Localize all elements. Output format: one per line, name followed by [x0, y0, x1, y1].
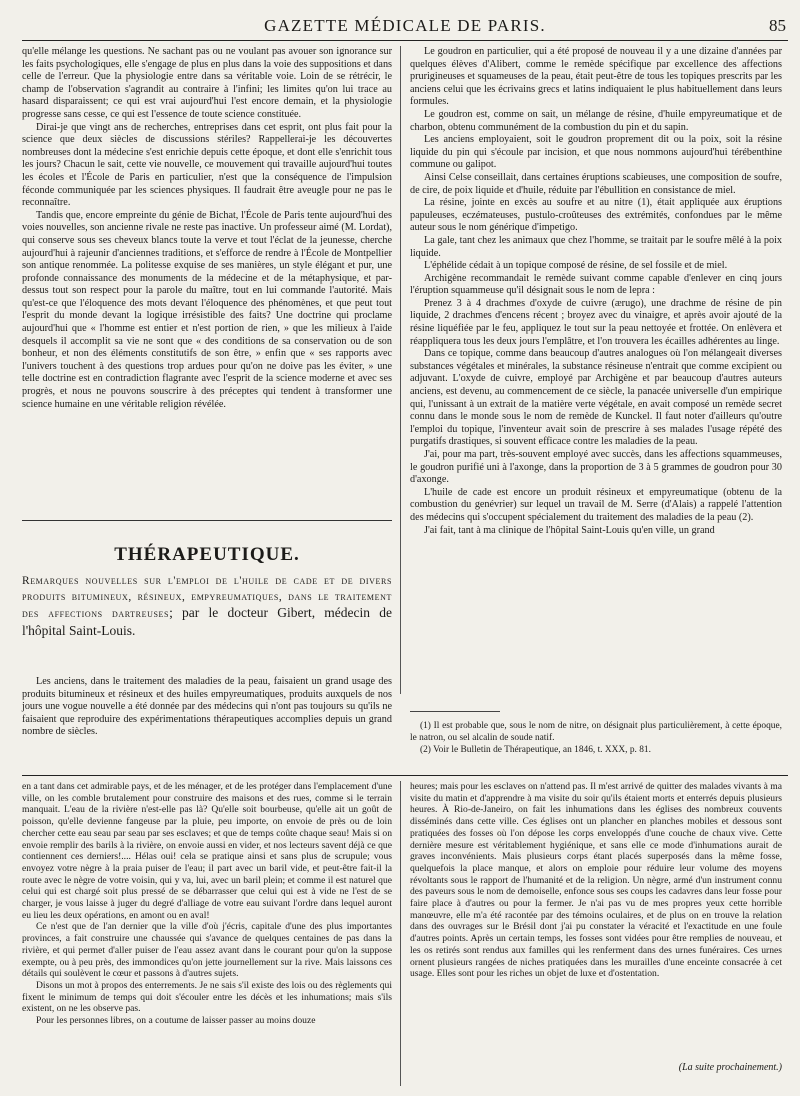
lower-left-paragraph-4: Pour les personnes libres, on a coutume de laisser passer au moins douze [36, 1015, 316, 1027]
lower-column-divider [400, 781, 401, 1086]
footnote-rule [410, 711, 500, 712]
right-paragraph-1: Le goudron en particulier, qui a été proposé de nouveau il y a une dizaine d'années par quelques élèves d'Alibert, comme le remède spécifique par excellence des affections prurigineuses et squameuses de la peau, était peut-être de tous les topiques prescrits par les anciens celui que les écrivains grecs et latins indiquaient le plus habituellement dans leurs formules. [410, 46, 782, 108]
continued-note: (La suite prochainement.) [678, 1062, 782, 1073]
right-paragraph-3: Les anciens employaient, soit le goudron proprement dit ou la poix, soit la résine liquide du pin qui s'écoule par incision, et que nous nommons aujourd'hui térébenthine commune ou galipot. [410, 134, 782, 171]
right-paragraph-13: J'ai fait, tant à ma clinique de l'hôpital Saint-Louis qu'en ville, un grand [424, 524, 715, 536]
right-paragraph-8: Archigène recommandait le remède suivant comme capable d'enlever en cinq jours l'éruption squammeuse qu'il désignait sous le nom de lepra : [410, 272, 782, 297]
right-paragraph-10: Dans ce topique, comme dans beaucoup d'autres analogues où l'on mélangeait diverses substances végétales et minérales, la substance résineuse n'entrait que comme excipient ou adjuvant. L'oxyde de cuivre, employé par Archigène et par beaucoup d'autres auteurs anciens, est devenu, au commencement de ce siècle, la panacée universelle d'un empirique qui, l'unissant à un extrait de la matière verte végétale, en avait composé un remède secret connu dans le monde sous le nom de remède de Kunckel. Il faut noter d'ailleurs qu'outre l'emploi du topique, l'inventeur avait soin de prescrire à ses malades l'usage répété des purgatifs drastiques, si souvent efficace contre les maladies de la peau. [410, 348, 782, 448]
page-number: 85 [769, 16, 786, 35]
right-paragraph-7: L'éphélide cédait à un topique composé de résine, de sel fossile et de miel. [424, 260, 728, 272]
article-heading-caps: Remarques nouvelles sur l'emploi de l'huile de cade et de divers produits bitumineux, résineux, empyreumatiques, dans le traitement des affections dartreuses [22, 575, 392, 620]
lower-left-column [22, 781, 392, 1027]
article-intro [22, 676, 392, 739]
footnotes [410, 720, 782, 757]
lower-left-paragraph-1: en a tant dans cet admirable pays, et de les ménager, et de les protéger dans l'emplacement d'une ville, on les comble brutalement pour construire des maisons et des rues, comme si le terrain manquait. L'eau de la rivière n'est-elle pas là? Qu'elle soit bourbeuse, qu'elle ait un goût de poisson, qu'elle devienne fangeuse par la pluie, peu importe, on envoie de près ou de loin chercher cette eau seau par seau par ses esclaves; et que de temps coûte chaque seau! Mais si on envoie remplir des barils à la rivière, on envoie aussi en vider, et nos lecteurs savent déjà ce que contiennent ces derniers!.... Hélas oui! cela se pratique ainsi et sans plus de scrupule; vous envoyez votre nègre à la praia puiser de l'eau; il part avec un baril vide, et peut-être fait-il la route avec le nègre de votre voisin, qui y va, lui, avec un baril plein; et comme il est naturel que celui qui est chargé soit plus pressé de se débarrasser que celui qui est à vide ne l'est de se charger, je vous laisse à juger du degré d'alliage de votre eau suivant l'ordre dans lequel auront eu lieu les deux opérations, en amont ou en aval! [22, 781, 392, 921]
right-paragraph-9: Prenez 3 à 4 drachmes d'oxyde de cuivre (ærugo), une drachme de résine de pin liquide, 2 drachmes d'encens récent ; broyez avec du vinaigre, et après avoir ajouté de la résine liquéfiée par le feu, appliquez le tout sur la peau nettoyée et frottée. On enlèvera et réappliquera tous les deux jours l'emplâtre, et l'on trouvera les écailles adhérentes au linge. [410, 297, 782, 347]
section-separator [22, 520, 392, 521]
footnote-2: (2) Voir le Bulletin de Thérapeutique, an 1846, t. XXX, p. 81. [420, 745, 651, 756]
left-paragraph-1: qu'elle mélange les questions. Ne sachant pas ou ne voulant pas avouer son ignorance sur les faits psychologiques, elle s'engage de plus en plus dans la voie des suppositions et dans celle de l'erreur. Que la physiologie entre dans sa véritable voie. Loin de se rétrécir, le champ de l'observation s'agrandit au contraire à l'infini; les limites qu'on lui trace au hasard disparaissent; ce qui est vrai aujourd'hui l'est encore demain, et la physiologie progresse sans cesse, ce qui est l'essence de toute science constituée. [22, 46, 392, 120]
right-paragraph-4: Ainsi Celse conseillait, dans certaines éruptions scabieuses, une composition de soufre, de cire, de poix liquide et d'huile, réduite par l'ébullition en consistance de miel. [410, 171, 782, 196]
left-paragraph-3: Tandis que, encore empreinte du génie de Bichat, l'École de Paris tente aujourd'hui des voies nouvelles, son ancienne rivale ne reste pas inactive. Un professeur aimé (M. Lordat), qui conserve sous ses cheveux blancs toute la verve et tout l'éclat de la jeunesse, cherche aujourd'hui à rajeunir d'anciennes traditions, et s'efforce de rendre à l'École de Montpellier son antique renommée. La politesse exquise de ses manières, un style élégant et pur, une profonde connaissance des monuments de la médecine et de la métaphysique, et par-dessus tout son respect pour la parole du maître, tout en lui commande l'autorité. Mais qu'est-ce que l'éloquence des mots devant l'éloquence des phénomènes, et que peut tout l'esprit du monde devant la logique irrésistible des faits? Une doctrine qui proclame aujourd'hui que « l'homme est entier et n'est portion de rien, » que les milieux à l'aide desquels il accomplit sa vie ne sont que « des conditions de sa conservation ou de son bonheur, et non des éléments constitutifs de son être, » enfin que « ses rapports avec l'univers touchent à des questions trop ardues pour qu'on ne doive pas les éviter, » une telle doctrine est en contradiction flagrante avec l'esprit de la science moderne et avec ses progrès, et nous ne pouvons souscrire à des préceptes qui tendent à transformer une science humaine en une véritable religion révélée. [22, 209, 392, 410]
right-paragraph-6: La gale, tant chez les animaux que chez l'homme, se traitait par le soufre mêlé à la poix liquide. [410, 234, 782, 259]
page-header [22, 14, 788, 41]
journal-title: GAZETTE MÉDICALE DE PARIS. [264, 16, 546, 35]
lower-right-paragraph-1: heures; mais pour les esclaves on n'attend pas. Il m'est arrivé de quitter des malades vivants à ma visite du matin et d'apprendre à ma visite du soir qu'ils étaient morts et enterrés depuis plusieurs heures. À Rio-de-Janeiro, on fait les inhumations dans les églises des nombreux couvents disséminés dans cette ville. Ces églises ont un plancher en planches mobiles et dessous sont pratiquées des fosses où l'on dépose les corps enveloppés d'une couche de chaux vive. Cette dernière mesure est véritablement hygiénique, et sans elle ce mode d'inhumations aurait de graves inconvénients. Mais plusieurs corps étant placés superposés dans la même fosse, quelquefois la place manque, et alors on emploie pour réduire leur volume des moyens révoltants sous le rapport de l'humanité et de la religion. Un nègre, armé d'un instrument connu des paveurs sous le nom de demoiselle, enfonce sous ses coups les cadavres dans leur fosse pour faire place à d'autres ou pour la fermer. Je n'ai pas vu de mes propres yeux cette horrible manœuvre, elle m'a été racontée par des témoins oculaires, et de plus on en trouve la relation dans des ouvrages sur le Brésil dont j'ai pu constater la véracité et l'exactitude en une foule d'autres points. Après un certain temps, les fosses sont vidées pour être remplies de nouveau, et les os retirés sont rendus aux familles qui les renferment dans des urnes funéraires. Ces urnes ornent plusieurs rangées de niches pratiquées dans les murailles d'une enceinte consacrée à cet usage. Elles sont pour les riches un objet de luxe et d'ostentation. [410, 781, 782, 980]
article-heading-author: ; par le docteur Gibert, médecin de l'hôpital Saint-Louis. [22, 605, 393, 638]
section-title: THÉRAPEUTIQUE. [114, 544, 300, 565]
intro-paragraph: Les anciens, dans le traitement des maladies de la peau, faisaient un grand usage des produits bitumineux et résineux et des huiles empyreumatiques, produits auxquels de nos jours une vogue nouvelle a été donnée par des médecins qui n'ont pas toujours su qu'ils ne faisaient que reproduire des expérimentations thérapeutiques accomplies depuis un grand nombre de siècles. [22, 676, 392, 738]
right-paragraph-2: Le goudron est, comme on sait, un mélange de résine, d'huile empyreumatique et de charbon, obtenu communément de la combustion du pin et du sapin. [410, 108, 782, 133]
left-paragraph-2: Dirai-je que vingt ans de recherches, entreprises dans cet esprit, ont plus fait pour la science que deux siècles de discussions stériles? Rappellerai-je les découvertes nombreuses dont la médecine s'est enrichie depuis cette époque, et dont elle s'enrichit tous les jours? Chacun le sait, cette vie nouvelle, ce mouvement qui travaille aujourd'hui toutes les écoles et l'École de Paris en particulier, n'est que la conséquence de l'impulsion féconde communiquée par les sciences physiques. Il faudrait être aveugle pour ne pas le reconnaître. [22, 121, 392, 209]
left-column [22, 46, 392, 411]
column-divider [400, 46, 401, 694]
lower-left-paragraph-3: Disons un mot à propos des enterrements. Je ne sais s'il existe des lois ou des règlements qui fixent le minimum de temps qui doit s'écouler entre les décès et les inhumations; mais s'ils existent, on ne les observe pas. [22, 979, 392, 1015]
right-paragraph-5: La résine, jointe en excès au soufre et au nitre (1), était appliquée aux éruptions papuleuses, eczémateuses, pustulo-croûteuses des extrémités, confondues par le même auteur sous le nom générique d'impetigo. [410, 197, 782, 234]
article-heading [22, 574, 392, 640]
lower-band-rule [22, 775, 788, 776]
right-paragraph-11: J'ai, pour ma part, très-souvent employé avec succès, dans les affections squammeuses, le goudron purifié uni à l'axonge, dans la proportion de 3 à 5 grammes de goudron pour 30 d'axonge. [410, 449, 782, 486]
right-paragraph-12: L'huile de cade est encore un produit résineux et empyreumatique (obtenu de la combustion du genévrier) sur lequel un travail de M. Serre (d'Alais) a rappelé l'attention des médecins qui s'occupent spécialement du traitement des maladies de la peau (2). [410, 486, 782, 523]
footnote-1: (1) Il est probable que, sous le nom de nitre, on désignait plus particulièrement, à cette époque, le natron, ou sel alcalin de soude natif. [410, 721, 782, 744]
lower-right-column [410, 781, 782, 980]
lower-left-paragraph-2: Ce n'est que de l'an dernier que la ville d'où j'écris, capitale d'une des plus importantes provinces, a fait construire une chaussée qui s'avance de quelques centaines de pas dans la rivière, et qui permet d'aller puiser de l'eau assez avant dans le courant pour qu'on la suppose exempte, ou à peu près, des immondices qu'on jette journellement sur la rive. Mais laissons ces détails qui soulèvent le cœur et passons à d'autres sujets. [22, 921, 392, 980]
right-column [410, 46, 782, 537]
